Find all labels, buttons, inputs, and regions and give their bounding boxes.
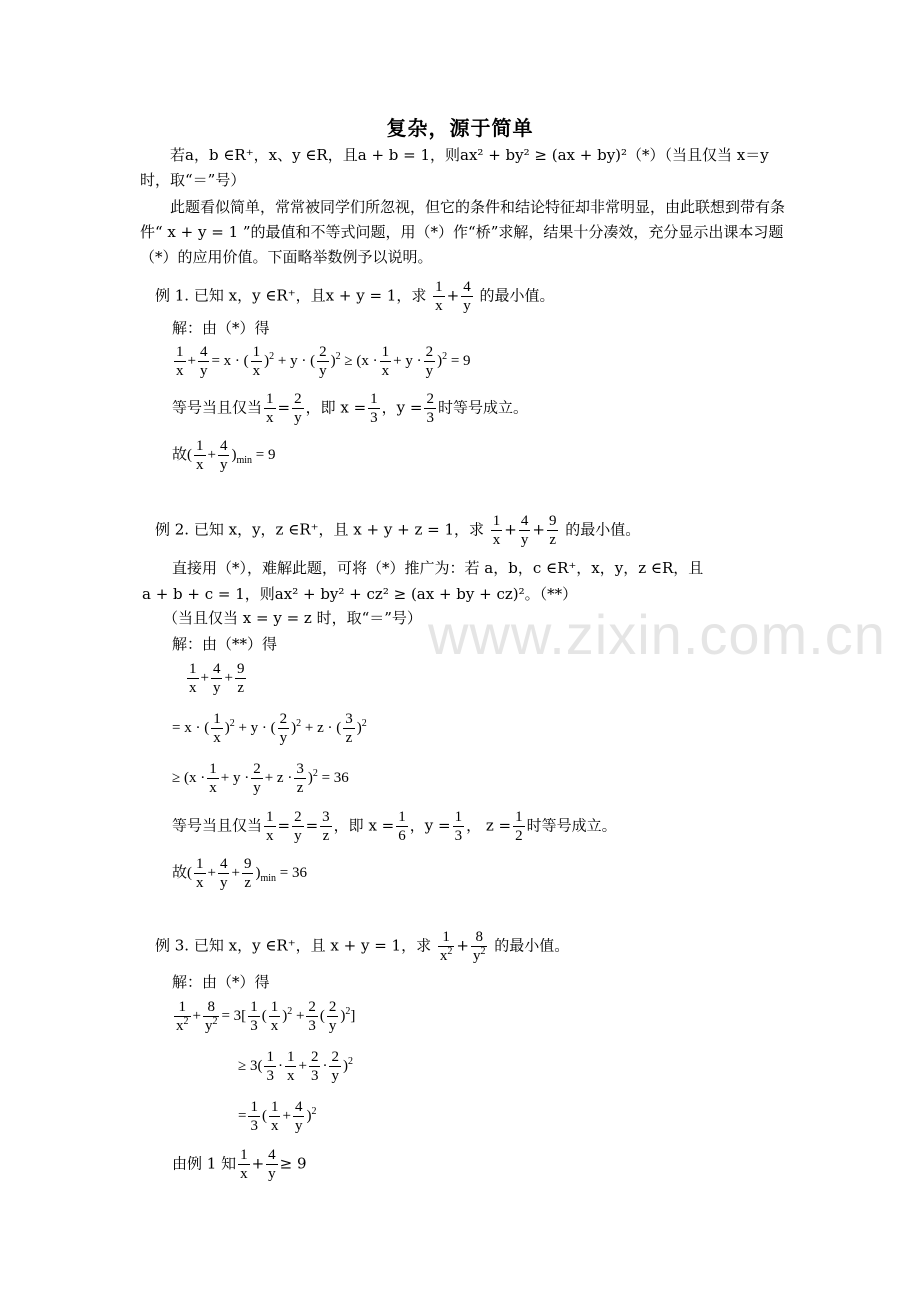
- intro-paragraph: 此题看似简单，常常被同学们所忽视，但它的条件和结论特征却非常明显，由此联想到带有条件“ x + y = 1 ”的最值和不等式问题，用（*）作“桥”求解，结果十分凑效，充分显示出课本习题（*）的应用价值。下面略举数例予以说明。: [140, 198, 786, 266]
- example-2-equality-condition: 等号当且仅当 $\frac{1}{x}$ = $\frac{2}{y}$ = $\frac{3}{z}$ ，即 x = $\frac{1}{6}$ ，y = $\frac{1}{3}$ ， z = $\frac{1}{2}$ 时等号成立。: [172, 809, 617, 844]
- reference-prefix: 由例 1 知: [172, 1154, 237, 1173]
- intro-line-2: 时，取“＝”号）: [140, 171, 246, 189]
- example-1-prefix: 例 1. 已知 x，y ∈R⁺，且x + y = 1，求: [155, 286, 427, 305]
- example-2-suffix: 的最小值。: [565, 520, 641, 539]
- example-1-statement: 例 1. 已知 x，y ∈R⁺，且x + y = 1，求 $\frac{1}{x}$ + $\frac{4}{y}$ 的最小值。: [155, 279, 555, 314]
- example-3-suffix: 的最小值。: [494, 936, 570, 955]
- watermark: www.zixin.com.cn: [428, 603, 886, 666]
- equality-label: 等号当且仅当: [172, 398, 263, 417]
- page-title: 复杂，源于简单: [386, 116, 534, 140]
- equality-mid: ，即 x =: [305, 398, 367, 417]
- example-2-step-1: $\frac{1}{x}$ + $\frac{4}{y}$ + $\frac{9}{z}$: [189, 661, 245, 696]
- example-3-step-3: = $\frac{1}{3}$ ( $\frac{1}{x}$ + $\frac{4}{y}$ )$^2$: [238, 1099, 317, 1134]
- equality-label: 等号当且仅当: [172, 816, 263, 835]
- example-3-step-2: ≥ 3( $\frac{1}{3}$ · $\frac{1}{x}$ + $\frac{2}{3}$ · $\frac{2}{y}$ )$^2$: [238, 1049, 353, 1084]
- example-2-generalization-1: 直接用（*），难解此题，可将（*）推广为：若 a，b，c ∈R⁺，x，y，z ∈R，且: [172, 559, 704, 577]
- example-1-conclusion: 故( $\frac{1}{x}$ + $\frac{4}{y}$ )$_{min} = 9$: [172, 438, 276, 473]
- example-3-solution-label: 解：由（*）得: [172, 973, 270, 991]
- example-3-prefix: 例 3. 已知 x，y ∈R⁺，且 x + y = 1，求: [155, 936, 432, 955]
- conclusion-prefix: 故: [172, 864, 188, 881]
- example-3-reference: 由例 1 知 $\frac{1}{x}$ + $\frac{4}{y}$ ≥ 9: [172, 1147, 307, 1182]
- fraction: $\frac{4}{y}$: [463, 279, 471, 314]
- example-2-step-3: ≥ (x · $\frac{1}{x}$ + y · $\frac{2}{y}$ + z · $\frac{3}{z}$ )$^2$ = 36: [172, 761, 349, 796]
- example-1-inequality: $\frac{1}{x}$ + $\frac{4}{y}$ = x · ( $\frac{1}{x}$ )$^2$ + y · ( $\frac{2}{y}$ )$^2$ ≥ (x · $\frac{1}{x}$ + y · $\frac{2}{y}$ )$^2$ = 9: [176, 344, 471, 379]
- example-2-generalization-2: a + b + c = 1，则ax² + by² + cz² ≥ (ax + by + cz)²。（**）: [142, 585, 578, 603]
- reference-suffix: ≥ 9: [279, 1154, 307, 1173]
- example-1-suffix: 的最小值。: [479, 286, 555, 305]
- equality-end: 时等号成立。: [437, 398, 528, 417]
- example-2-generalization-3: （当且仅当 x = y = z 时，取“＝”号）: [163, 609, 422, 627]
- example-3-step-1: $\frac{1}{x^2}$ + $\frac{8}{y^2}$ = 3[ $\frac{1}{3}$ ( $\frac{1}{x}$ )$^2$ + $\frac{2}{3}$ ( $\frac{2}{y}$ )$^2$]: [176, 999, 356, 1034]
- example-2-solution-label: 解：由（**）得: [172, 635, 278, 653]
- equality-end: 时等号成立。: [526, 816, 617, 835]
- example-2-prefix: 例 2. 已知 x，y，z ∈R⁺，且 x + y + z = 1，求: [155, 520, 484, 539]
- fraction: $\frac{1}{x}$: [435, 279, 443, 314]
- conclusion-value: = 9: [255, 446, 276, 463]
- example-3-statement: 例 3. 已知 x，y ∈R⁺，且 x + y = 1，求 $\frac{1}{x^2}$ + $\frac{8}{y^2}$ 的最小值。: [155, 929, 570, 964]
- example-1-solution-label: 解：由（*）得: [172, 319, 270, 337]
- example-2-step-2: = x · ( $\frac{1}{x}$ )$^2$ + y · ( $\frac{2}{y}$ )$^2$ + z · ( $\frac{3}{z}$ )$^2$: [172, 711, 367, 746]
- conclusion-value: = 36: [279, 864, 307, 881]
- conclusion-prefix: 故: [172, 446, 188, 463]
- example-2-statement: 例 2. 已知 x，y，z ∈R⁺，且 x + y + z = 1，求 $\frac{1}{x}$ + $\frac{4}{y}$ + $\frac{9}{z}$ 的最小值。: [155, 513, 641, 548]
- intro-line-1: 若a，b ∈R⁺，x、y ∈R，且a + b = 1，则ax² + by² ≥ (ax + by)²（*）（当且仅当 x＝y: [170, 146, 769, 164]
- example-2-conclusion: 故( $\frac{1}{x}$ + $\frac{4}{y}$ + $\frac{9}{z}$ )$_{min} = 36$: [172, 856, 307, 891]
- example-1-equality-condition: 等号当且仅当 $\frac{1}{x}$ = $\frac{2}{y}$ ，即 x = $\frac{1}{3}$ ，y = $\frac{2}{3}$ 时等号成立。: [172, 391, 528, 426]
